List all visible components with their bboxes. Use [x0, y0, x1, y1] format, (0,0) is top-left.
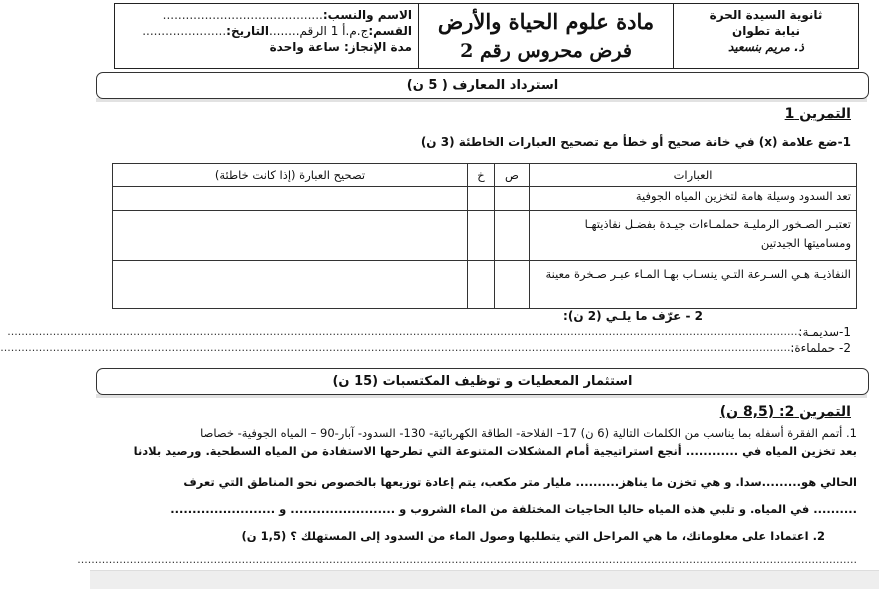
teacher-name: ذ. مريم بنسعيد — [727, 40, 804, 54]
table-row — [113, 261, 857, 309]
header-false: خ — [468, 164, 495, 187]
statement-cell: تعتبـر الصـخور الرمليـة حملمـاءات جيـدة بفضـل نفاذيتهـا ومساميتها الجيدتين — [530, 211, 857, 261]
number-label[interactable]: الرقم........ — [269, 24, 327, 38]
class-row — [121, 23, 412, 39]
true-cell[interactable] — [495, 187, 530, 211]
exercise2-paragraph-line3: الحالي هو.........سدا. و هي تخزن ما يناهز.......... مليار متر مكعب، يتم إعادة توزيعها بالخصوص نحو المناطق التي تعرف — [183, 475, 857, 489]
definition-2-label: 2- حملماءة: — [790, 341, 851, 355]
exercise1-title: التمرين 1 — [784, 106, 851, 122]
class-value: ج.م.أ 1 — [330, 24, 369, 38]
exercise2-paragraph-line4: .......... في المياه. و تلبي هذه المياه حاليا الحاجيات المختلفة من الماء الشروب و ........................ و ........................ — [170, 502, 857, 516]
date-dots[interactable]: ...................... — [142, 24, 227, 38]
header-correction: تصحيح العبارة (إذا كانت خاطئة) — [113, 164, 468, 187]
section1-banner: استرداد المعارف ( 5 ن) — [96, 72, 869, 99]
name-dots[interactable]: .......................................... — [162, 8, 323, 22]
definition-1-answer[interactable]: ................................................................................................................................................................................................................................... — [7, 325, 801, 338]
name-label: الاسم والنسب: — [322, 8, 412, 22]
correction-cell[interactable] — [113, 211, 468, 261]
exercise2-paragraph-line1: 1. أتمم الفقرة أسفله بما يناسب من الكلمات التالية (6 ن) 17– الفلاحة- الطاقة الكهربائية- 130- السدود- آبار-90 – المياه الجوفية- خصاصا — [200, 426, 857, 440]
false-cell[interactable] — [468, 187, 495, 211]
exercise1-question1: 1-ضع علامة (x) في خانة صحيح أو خطأ مع تصحيح العبارات الخاطئة (3 ن) — [420, 135, 851, 149]
statements-table — [112, 163, 857, 309]
exercise2-title: التمرين 2: (8,5 ن) — [719, 404, 851, 420]
correction-cell[interactable] — [113, 187, 468, 211]
exercise2-answer-line[interactable]: ............................................................................................................................................................................................................................... — [77, 553, 857, 566]
false-cell[interactable] — [468, 211, 495, 261]
exercise1-question2: 2 - عرّف ما يلـي (2 ن): — [563, 309, 703, 323]
table-row — [113, 211, 857, 261]
definition-2-answer[interactable]: ................................................................................................................................................................................................................................... — [0, 341, 794, 354]
header-true: ص — [495, 164, 530, 187]
school-name: ثانوية السيدة الحرة — [709, 8, 823, 22]
header-statements: العبارات — [530, 164, 857, 187]
statement-cell: النفاذيـة هـي السـرعة التـي ينسـاب بهـا المـاء عبـر صـخرة معينة — [530, 261, 857, 309]
exercise2-paragraph-line2: بعد تخزين المياه في ............ أنجع استراتيجية أمام المشكلات المتنوعة التي تطرحها الاستفادة من المياه السطحية. ورصيد بلادنا — [133, 444, 857, 458]
duration: مدة الإنجاز: ساعة واحدة — [269, 40, 412, 54]
header-table — [114, 3, 859, 69]
page-bottom-edge — [90, 570, 879, 589]
class-label: القسم: — [368, 24, 412, 38]
exercise2-question2: 2. اعتمادا على معلوماتك، ما هي المراحل التي يتطلبها وصول الماء من السدود إلى المستهلك ؟ (1,5 ن) — [241, 529, 825, 543]
school-info — [673, 4, 858, 68]
table-row — [113, 187, 857, 211]
subject-title: مادة علوم الحياة والأرض — [437, 9, 655, 34]
definition-1-label: 1-سديمـة: — [798, 325, 851, 339]
correction-cell[interactable] — [113, 261, 468, 309]
true-cell[interactable] — [495, 211, 530, 261]
false-cell[interactable] — [468, 261, 495, 309]
student-info — [115, 4, 418, 68]
exam-title-block — [418, 4, 673, 68]
statement-cell: تعد السدود وسيلة هامة لتخزين المياه الجوفية — [530, 187, 857, 211]
exam-title: فرض محروس رقم 2 — [460, 40, 632, 62]
date-label: التاريخ: — [226, 24, 270, 38]
name-row — [121, 7, 412, 23]
directorate-name: نيابة تطوان — [732, 24, 800, 38]
true-cell[interactable] — [495, 261, 530, 309]
table-header-row — [113, 164, 857, 187]
section2-banner: استثمار المعطيات و توظيف المكتسبات (15 ن) — [96, 368, 869, 395]
